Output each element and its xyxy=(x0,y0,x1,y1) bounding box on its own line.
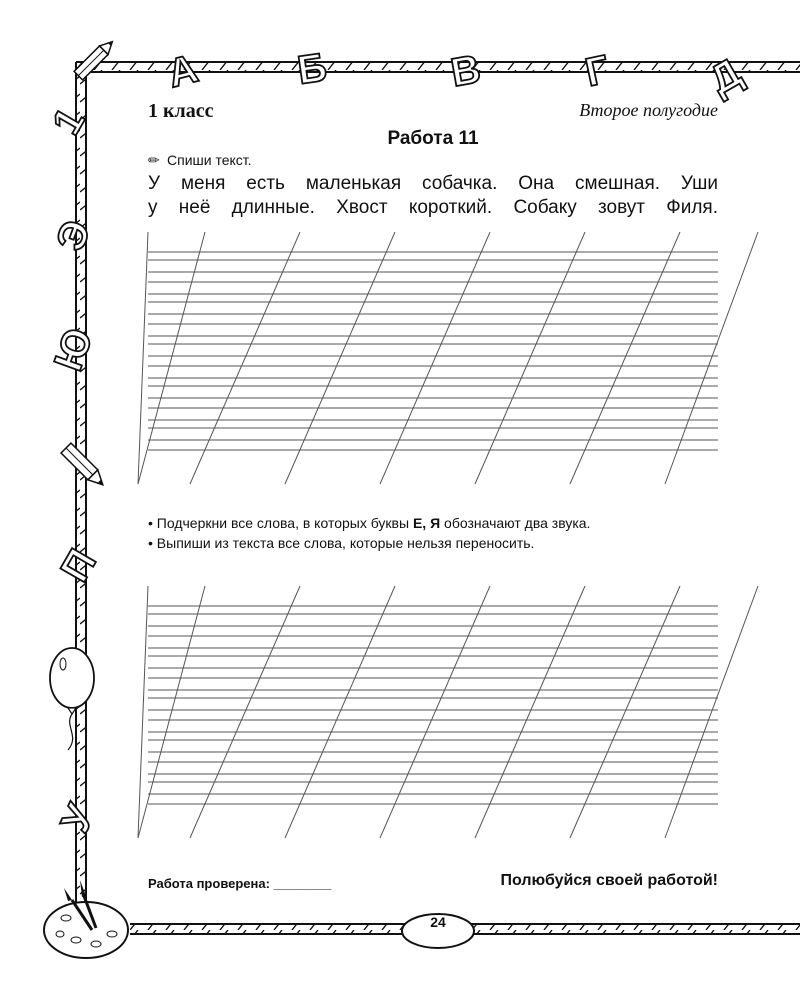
grade-label: 1 класс xyxy=(148,100,214,122)
task-item: • Подчеркни все слова, в которых буквы Е, Я обозначают два звука. xyxy=(148,515,591,531)
slant-line xyxy=(190,586,300,838)
semester-label: Второе полугодие xyxy=(579,100,718,120)
slant-line xyxy=(138,586,148,838)
slant-line xyxy=(570,586,680,838)
border-letter-d: Д xyxy=(702,50,749,103)
slant-line xyxy=(475,586,585,838)
border-letter-g: Г xyxy=(581,47,613,96)
work-title: Работа 11 xyxy=(387,128,479,149)
border-number-1: 1 xyxy=(44,100,94,143)
admire-label: Полюбуйся своей работой! xyxy=(500,872,718,889)
slant-line xyxy=(665,586,758,838)
task-item: • Выпиши из текста все слова, которые нельзя переносить. xyxy=(148,535,535,551)
passage-line: у неё длинные. Хвост короткий. Собаку зовут Филя. xyxy=(148,197,718,218)
passage xyxy=(148,172,718,220)
border-letter-p: П xyxy=(52,542,105,589)
task2-text: Выпиши из текста все слова, которые нельзя переносить. xyxy=(156,535,535,551)
border-letter-b: Б xyxy=(294,45,330,93)
page-number: 24 xyxy=(430,914,446,930)
slant-line xyxy=(138,586,205,838)
border-letter-v: В xyxy=(447,47,484,96)
task1-bold-letters: Е, Я xyxy=(412,515,441,531)
instruction xyxy=(148,152,252,169)
task1-text-before: Подчеркни все слова, в которых буквы xyxy=(156,515,410,531)
border-letter-e: Э xyxy=(48,214,100,257)
passage-line: У меня есть маленькая собачка. Она смешная. Уши xyxy=(148,173,718,194)
task1-text-after: обозначают два звука. xyxy=(444,515,591,531)
instruction-text: Спиши текст. xyxy=(167,152,252,168)
slant-line xyxy=(380,586,490,838)
checked-label: Работа проверена: ________ xyxy=(148,876,332,891)
border-letter-yu: Ю xyxy=(46,322,102,377)
border-letter-a: А xyxy=(163,46,203,97)
task-list xyxy=(148,515,718,555)
pencil-small-icon: ✏ xyxy=(148,152,160,168)
slant-line xyxy=(285,586,395,838)
border-letter-u: У xyxy=(53,797,104,840)
